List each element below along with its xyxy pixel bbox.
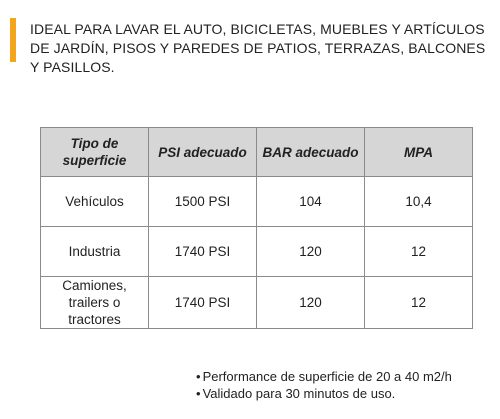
cell-surface-type: Industria [41, 227, 149, 277]
bullet-icon: • [196, 369, 201, 384]
header-bar: BAR adecuado [257, 128, 365, 177]
cell-mpa: 10,4 [365, 177, 473, 227]
cell-mpa: 12 [365, 277, 473, 329]
accent-bar [10, 18, 16, 62]
note-item [196, 368, 452, 385]
specs-table [40, 127, 473, 329]
note-item [196, 385, 452, 402]
cell-surface-type: Vehículos [41, 177, 149, 227]
cell-mpa: 12 [365, 227, 473, 277]
cell-psi: 1740 PSI [149, 277, 257, 329]
cell-surface-type: Camiones, trailers o tractores [41, 277, 149, 329]
cell-bar: 104 [257, 177, 365, 227]
table-row [41, 277, 473, 329]
heading [8, 16, 492, 75]
note-text: Validado para 30 minutos de uso. [202, 386, 396, 401]
header-surface-type: Tipo de superficie [41, 128, 149, 177]
cell-bar: 120 [257, 277, 365, 329]
notes-list [196, 368, 452, 402]
table-row [41, 227, 473, 277]
cell-psi: 1500 PSI [149, 177, 257, 227]
table-row [41, 177, 473, 227]
header-psi: PSI adecuado [149, 128, 257, 177]
bullet-icon: • [196, 386, 201, 401]
heading-text: IDEAL PARA LAVAR EL AUTO, BICICLETAS, MUEBLES Y ARTÍCULOS DE JARDÍN, PISOS Y PAREDES DE PATIOS, TERRAZAS, BALCONES Y PASILLOS. [30, 21, 486, 75]
cell-psi: 1740 PSI [149, 227, 257, 277]
note-text: Performance de superficie de 20 a 40 m2/h [202, 369, 452, 384]
cell-bar: 120 [257, 227, 365, 277]
header-mpa: MPA [365, 128, 473, 177]
specs-table-wrapper [40, 127, 473, 329]
table-header-row [41, 128, 473, 177]
